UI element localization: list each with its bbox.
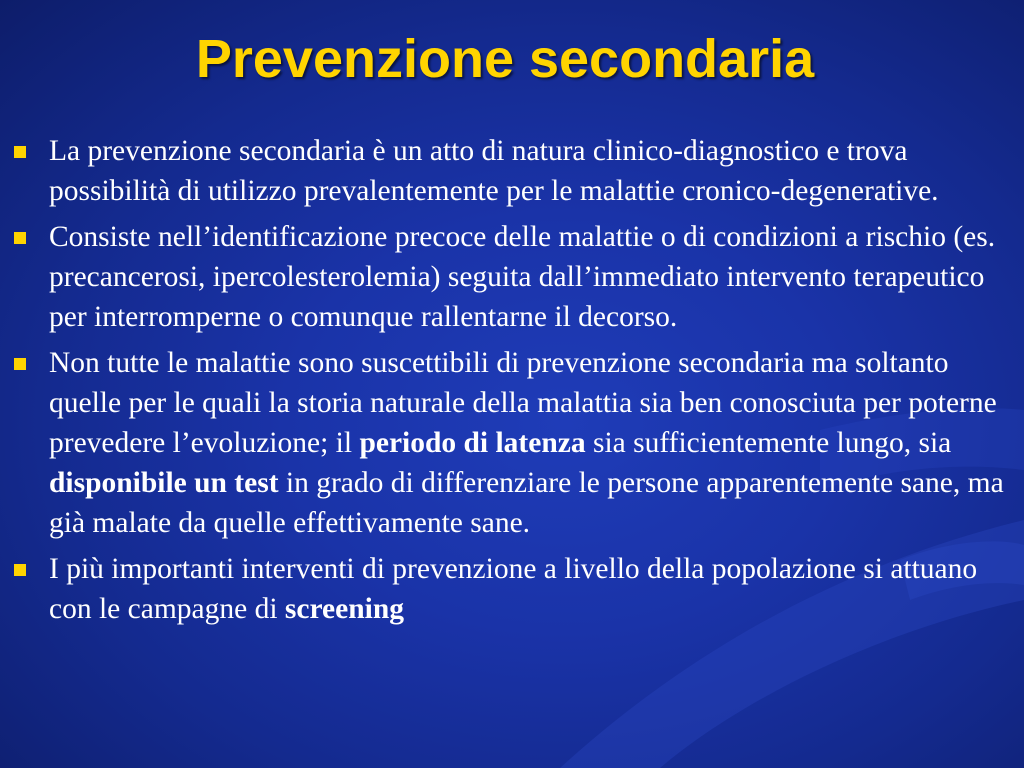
bold-term-periodo-di-latenza: periodo di latenza (359, 427, 586, 459)
bullet-2-text: Consiste nell’identificazione precoce delle malattie o di condizioni a rischio (es. precancerosi, ipercolesterolemia) seguita dall’immediato intervento terapeutico per interromperne o comunque rallentarne il decorso. (49, 221, 996, 333)
bullet-item-3 (12, 343, 1012, 543)
bullet-item-2 (12, 217, 1012, 337)
slide-title: Prevenzione secondaria (195, 29, 815, 89)
bullet-3-text-part-1: Non tutte le malattie sono suscettibili di prevenzione secondaria ma soltanto quelle per le quali la storia naturale della malattia sia ben conosciuta per poterne prevedere l’evoluzione; il (49, 347, 997, 459)
square-bullet-icon (14, 146, 26, 158)
bullet-list (12, 131, 1012, 635)
square-bullet-icon (14, 358, 26, 370)
square-bullet-icon (14, 232, 26, 244)
bold-term-screening: screening (284, 593, 404, 625)
bullet-3-text-part-2: sia sufficientemente lungo, sia (585, 427, 952, 459)
bullet-4-text: I più importanti interventi di prevenzione a livello della popolazione si attuano con le campagne di (49, 553, 978, 625)
bold-term-disponibile-un-test: disponibile un test (49, 467, 279, 499)
bullet-1-text: La prevenzione secondaria è un atto di natura clinico-diagnostico e trova possibilità di utilizzo prevalentemente per le malattie cronico-degenerative. (49, 135, 939, 207)
bullet-item-1 (12, 131, 1012, 211)
bullet-3-text-part-3: in grado di differenziare le persone apparentemente sane, ma già malate da quelle effettivamente sane. (49, 467, 1004, 539)
bullet-item-4 (12, 549, 1012, 629)
square-bullet-icon (14, 564, 26, 576)
